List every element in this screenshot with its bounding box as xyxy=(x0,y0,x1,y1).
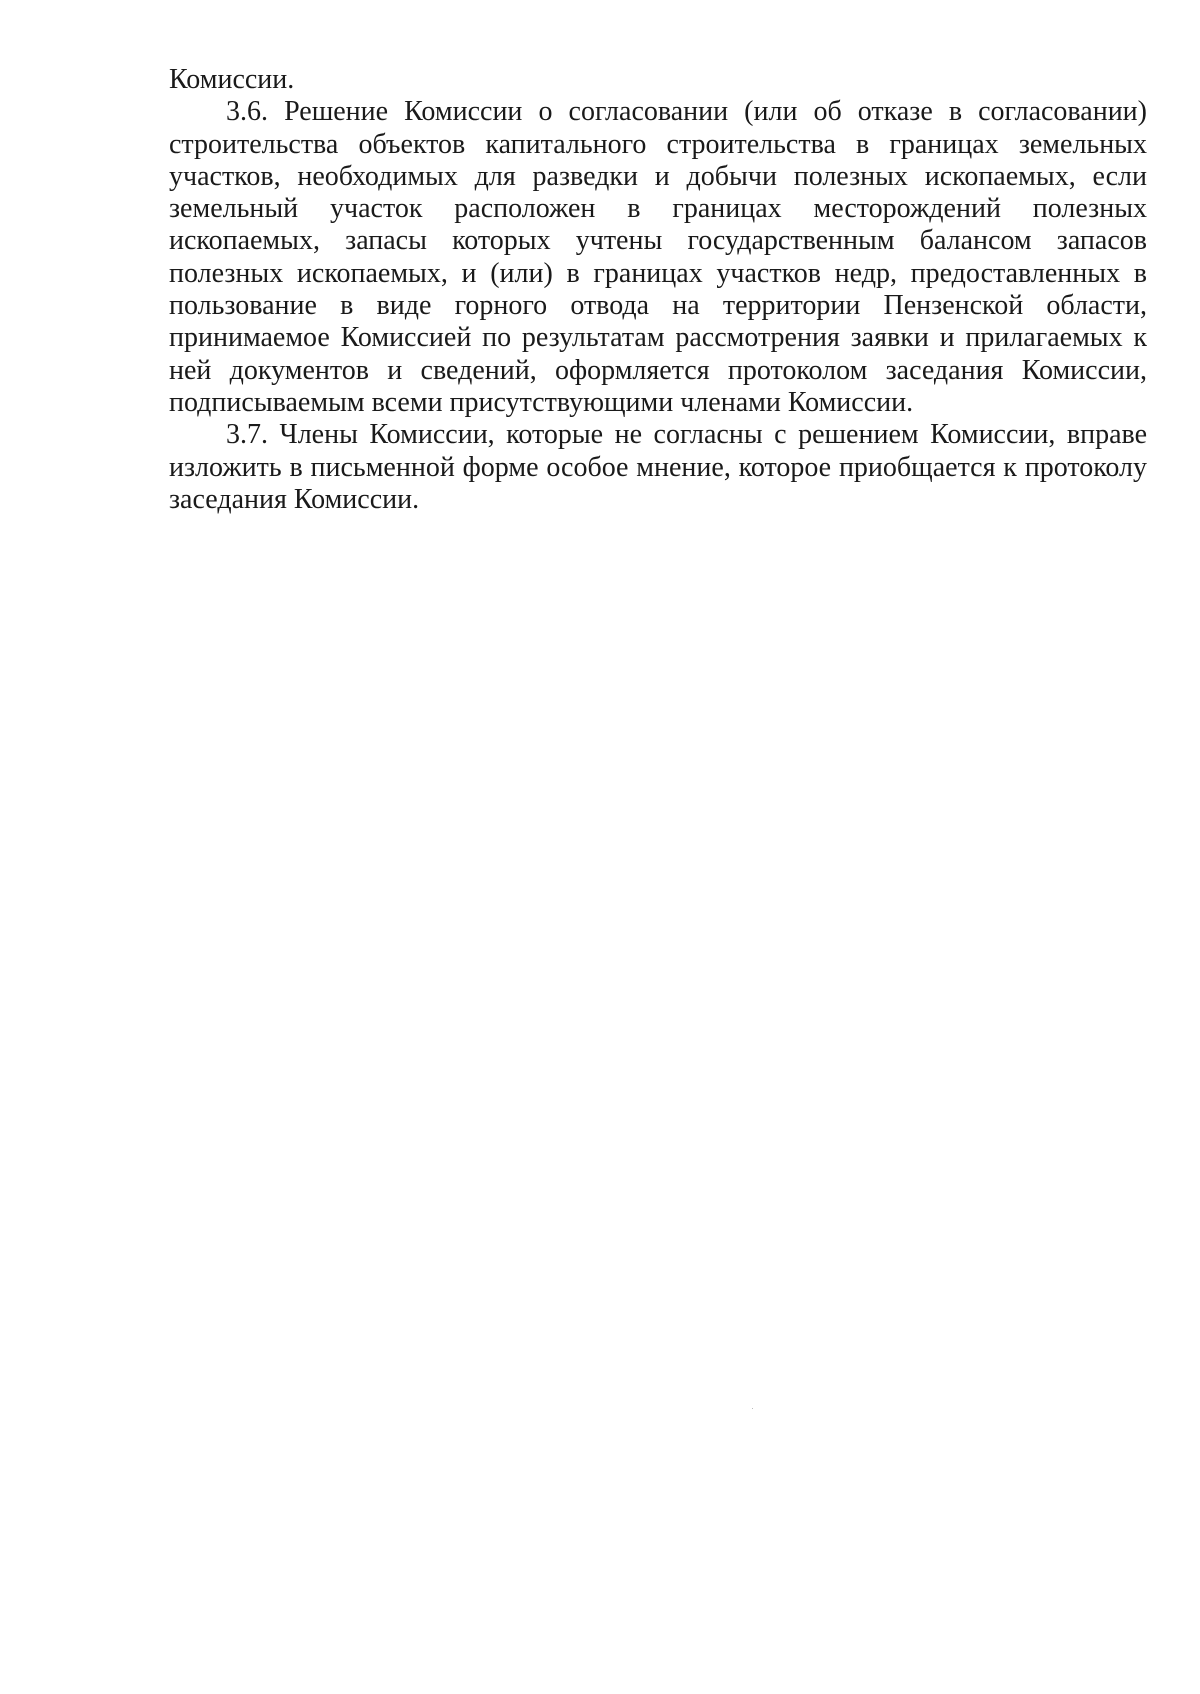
paragraph-3-6: 3.6. Решение Комиссии о согласовании (или об отказе в согласовании) строительства объектов капитального строительства в границах земельных участков, необходимых для разведки и добычи полезных ископаемых, если земельный участок расположен в границах месторождений полезных ископаемых, запасы которых учтены государственным балансом запасов полезных ископаемых, и (или) в границах участков недр, предоставленных в пользование в виде горного отвода на территории Пензенской области, принимаемое Комиссией по результатам рассмотрения заявки и прилагаемых к ней документов и сведений, оформляется протоколом заседания Комиссии, подписываемым всеми присутствующими членами Комиссии. xyxy=(169,96,1147,418)
paragraph-continuation: Комиссии. xyxy=(169,64,295,95)
paragraph-3-7: 3.7. Члены Комиссии, которые не согласны с решением Комиссии, вправе изложить в письменной форме особое мнение, которое приобщается к протоколу заседания Комиссии. xyxy=(169,419,1147,515)
scan-speck xyxy=(752,1408,753,1409)
document-body xyxy=(169,64,1147,516)
